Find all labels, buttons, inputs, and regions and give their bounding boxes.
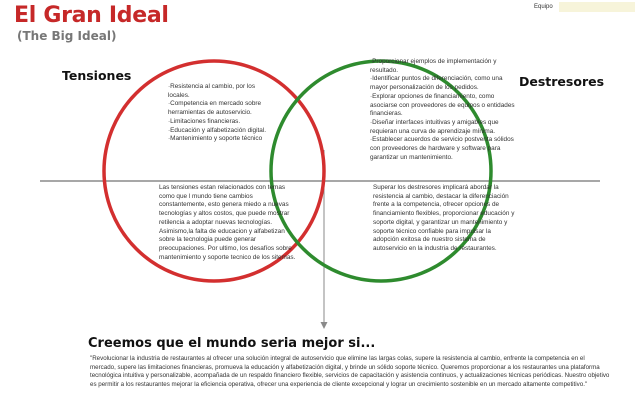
tensions-label: Tensiones xyxy=(58,67,135,84)
stressors-item: ·Diseñar interfaces intuitivas y amigables que requieran una curva de aprendizaje mínima. xyxy=(370,118,499,135)
stressors-label: Destresores xyxy=(515,73,608,90)
tensions-item: ·Educación y alfabetización digital. xyxy=(168,126,267,134)
team-label: Equipo xyxy=(534,4,553,10)
stressors-item: ·Proporcionar ejemplos de implementación y resultado. xyxy=(370,58,497,74)
belief-statement: "Revolucionar la industria de restaurantes al ofrecer una solución integral de autoservicio que elimine las largas colas, supere la resistencia al cambio, enfrente la competencia en el mercado, supere las limitaciones financieras, promueva la educación y alfabetización digital, y brinde un sólido soporte técnico. Queremos proporcionar a los restaurantes una plataforma tecnológica intuitiva y personalizable, acompañada de un respaldo financiero flexible, servicios de capacitación y asistencia continuos, y actualizaciones técnicas periódicas. Nuestro objetivo es permitir a los restaurantes mejorar la eficiencia operativa, ofrecer una experiencia de cliente excepcional y lograr un crecimiento sostenible en un mercado altamente competitivo." xyxy=(90,355,610,388)
tensions-item: ·Resistencia al cambio, por los locales. xyxy=(168,83,256,99)
belief-heading: Creemos que el mundo seria mejor si... xyxy=(88,336,376,351)
stressors-item: ·Explorar opciones de financiamiento, como asociarse con proveedores de equipos o entidades financieras. xyxy=(370,92,515,118)
page-title: El Gran Ideal xyxy=(14,3,169,28)
tensions-summary: Las tensiones estan relacionados con temas como que l mundo tiene cambios constantemente, esto genera miedo a nuevas tecnologías y altos costos, que puede mostrar retilencia a adoptar nuevas tecnologías. Asimismo,la falta de educacion y alfabetizan sobre la tecnologia puede generar preocupaciones. Por ultimo, los desafíos sobre mantenimiento y soporte tecnico de los sitemas. xyxy=(159,184,296,261)
tensions-item: ·Limitaciones financieras. xyxy=(168,117,241,125)
tensions-list xyxy=(168,83,274,144)
tensions-item: ·Mantenimiento y soporte técnico xyxy=(168,135,263,143)
tensions-item: ·Competencia en mercado sobre herramientas de autoservicio. xyxy=(168,100,262,117)
stressors-list xyxy=(370,58,516,162)
stressors-item: ·Establecer acuerdos de servicio postventa sólidos con proveedores de hardware y software para garantizar un mantenimiento. xyxy=(370,136,514,161)
stressors-item: ·Identificar puntos de diferenciación, como una mayor personalización de los pedidos. xyxy=(370,75,503,92)
page-subtitle: (The Big Ideal) xyxy=(17,29,117,43)
stressors-summary: Superar los destresores implicará abordar la resistencia al cambio, destacar la diferenciación frente a la competencia, ofrecer opciones de financiamiento flexibles, proporcionar educación y soporte digital, y garantizar un mantenimiento y soporte técnico confiable para impulsar la adopción exitosa de nuestro sistema de autoservicio en la industria de restaurantes. xyxy=(373,184,515,252)
arrow-down-icon xyxy=(321,322,328,329)
